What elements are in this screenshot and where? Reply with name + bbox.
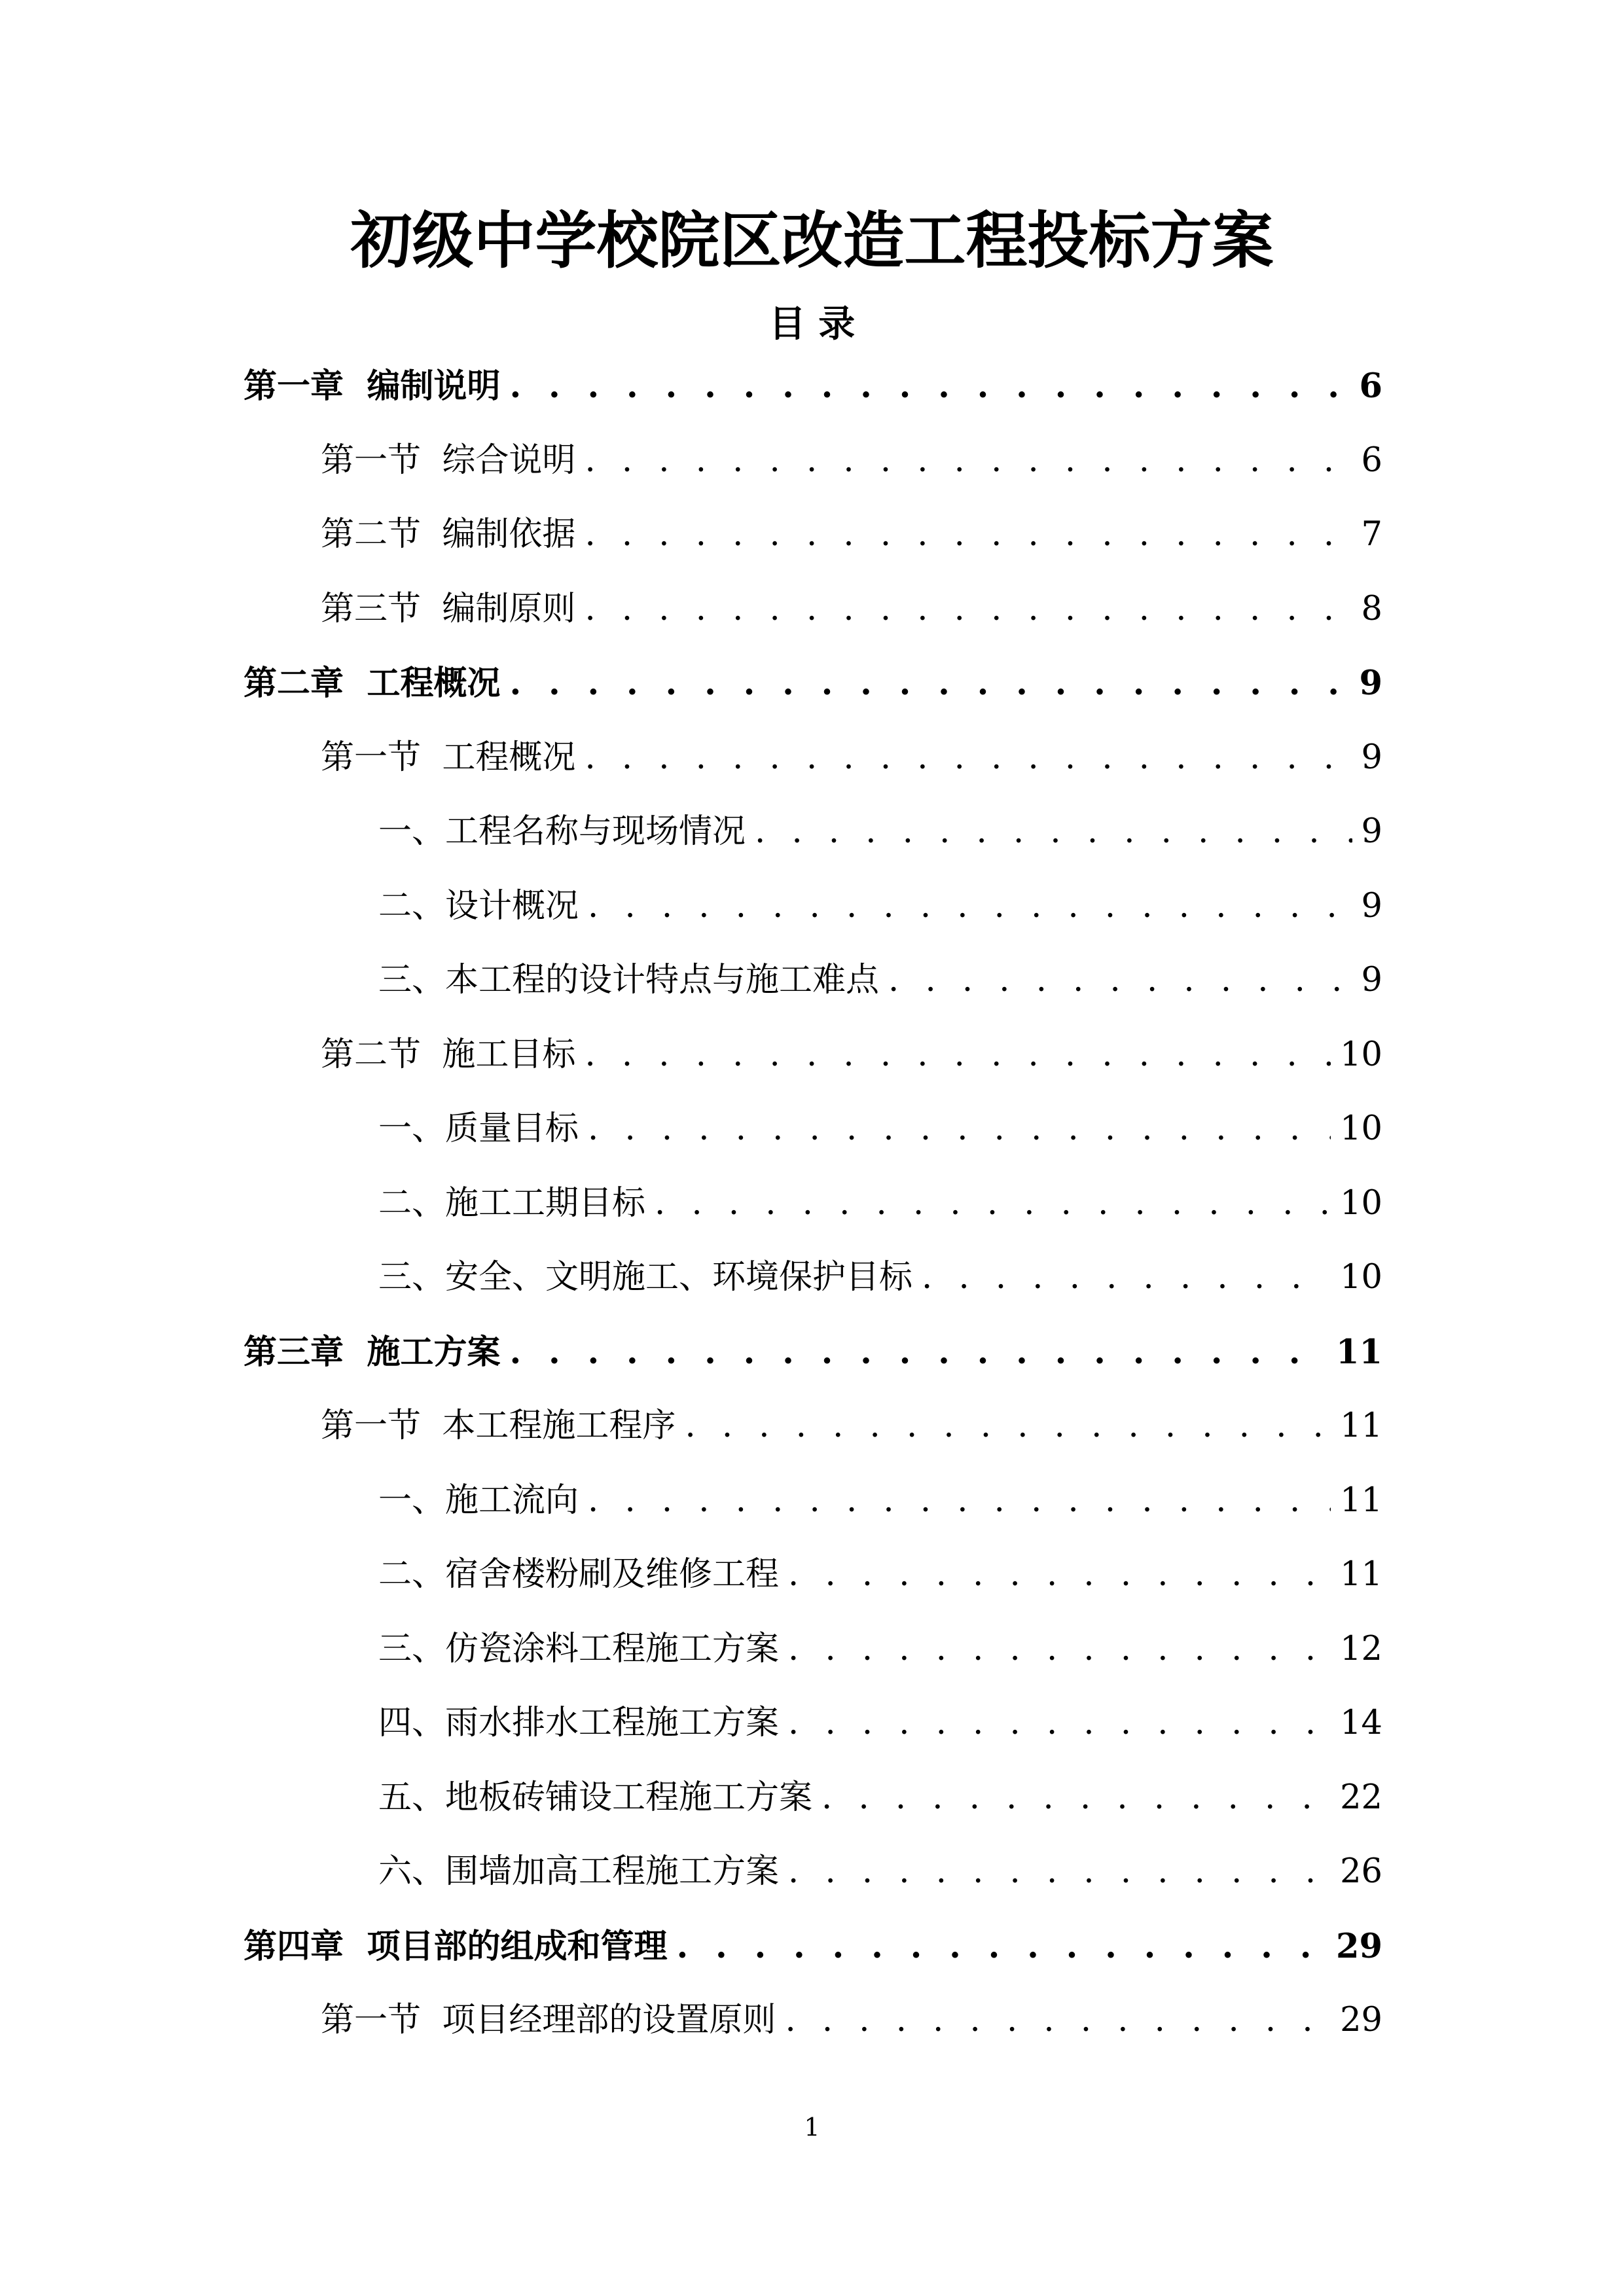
toc-dot-leader: [585, 505, 1352, 564]
toc-dot-leader: [821, 1768, 1331, 1827]
toc-heading: 目 录: [768, 302, 856, 346]
toc-entry-label: 第三节 编制原则: [321, 589, 576, 628]
toc-dot-leader: [588, 1100, 1331, 1158]
toc-dot-leader: [585, 431, 1352, 490]
toc-entry-label: 二、设计概况: [378, 886, 579, 925]
toc-entry[interactable]: [378, 1620, 1382, 1679]
toc-entry-page: 6: [1361, 440, 1382, 480]
toc-entry-page: 14: [1340, 1704, 1382, 1742]
document-title: 初级中学校院区改造工程投标方案: [350, 205, 1274, 277]
toc-entry-label: 第四章 项目部的组成和管理: [244, 1926, 668, 1966]
toc-entry-label: 第一节 本工程施工程序: [321, 1407, 676, 1445]
toc-entry-page: 10: [1340, 1183, 1382, 1223]
toc-dot-leader: [755, 802, 1352, 861]
toc-entry[interactable]: [244, 357, 1382, 416]
toc-entry-page: 10: [1340, 1258, 1382, 1297]
toc-entry[interactable]: [378, 1694, 1382, 1753]
toc-entry-label: 第一节 综合说明: [321, 440, 576, 480]
toc-dot-leader: [888, 951, 1352, 1010]
toc-dot-leader: [922, 1248, 1331, 1307]
toc-entry-label: 三、安全、文明施工、环境保护目标: [378, 1258, 913, 1297]
toc-entry-page: 11: [1340, 1407, 1382, 1445]
toc-entry[interactable]: [378, 951, 1382, 1010]
toc-entry[interactable]: [378, 1545, 1382, 1604]
toc-entry-label: 一、工程名称与现场情况: [378, 812, 746, 851]
toc-entry[interactable]: [244, 1917, 1382, 1976]
toc-entry-page: 9: [1361, 812, 1382, 851]
toc-entry[interactable]: [378, 1248, 1382, 1307]
toc-entry[interactable]: [378, 877, 1382, 936]
toc-entry-label: 第一节 工程概况: [321, 738, 576, 777]
toc-entry[interactable]: [244, 1323, 1382, 1382]
toc-entry-label: 二、施工工期目标: [378, 1183, 646, 1223]
toc-entry-page: 8: [1361, 589, 1382, 628]
toc-entry[interactable]: [321, 505, 1382, 564]
toc-entry-label: 一、施工流向: [378, 1480, 579, 1520]
toc-dot-leader: [585, 580, 1352, 639]
page-number: 1: [804, 2113, 820, 2142]
toc-entry[interactable]: [321, 431, 1382, 490]
toc-entry[interactable]: [321, 580, 1382, 639]
toc-entry-label: 第三章 施工方案: [244, 1332, 501, 1372]
toc-entry-label: 第一节 项目经理部的设置原则: [321, 2001, 776, 2039]
toc-entry-page: 11: [1340, 1480, 1382, 1520]
toc-entry-label: 一、质量目标: [378, 1109, 579, 1148]
toc-entry-page: 10: [1340, 1109, 1382, 1148]
toc-dot-leader: [588, 1471, 1331, 1530]
toc-entry-label: 五、地板砖铺设工程施工方案: [378, 1778, 813, 1817]
toc-entry[interactable]: [378, 1768, 1382, 1827]
toc-entry-page: 9: [1359, 664, 1382, 703]
toc-entry-label: 三、本工程的设计特点与施工难点: [378, 961, 880, 999]
toc-dot-leader: [788, 1694, 1331, 1753]
toc-dot-leader: [677, 1917, 1327, 1976]
toc-entry-page: 29: [1340, 2001, 1382, 2039]
toc-entry[interactable]: [378, 802, 1382, 861]
toc-entry-label: 第二节 施工目标: [321, 1035, 576, 1074]
toc-entry-label: 二、宿舍楼粉刷及维修工程: [378, 1555, 780, 1594]
toc-entry-page: 10: [1340, 1035, 1382, 1074]
toc-entry-page: 12: [1340, 1629, 1382, 1668]
toc-dot-leader: [788, 1620, 1331, 1679]
toc-entry[interactable]: [378, 1842, 1382, 1901]
toc-entry-page: 9: [1361, 738, 1382, 777]
toc-dot-leader: [510, 1323, 1327, 1382]
toc-entry-page: 9: [1361, 886, 1382, 925]
toc-entry[interactable]: [321, 1991, 1382, 2050]
toc-entry-label: 三、仿瓷涂料工程施工方案: [378, 1629, 780, 1668]
toc-dot-leader: [788, 1545, 1331, 1604]
toc-entry[interactable]: [321, 1397, 1382, 1456]
toc-entry-page: 7: [1361, 515, 1382, 554]
toc-entry-page: 29: [1336, 1926, 1382, 1966]
toc-entry-label: 第一章 编制说明: [244, 367, 501, 406]
toc-dot-leader: [510, 357, 1350, 416]
toc-entry-label: 六、围墙加高工程施工方案: [378, 1852, 780, 1891]
toc-dot-leader: [588, 877, 1352, 936]
toc-dot-leader: [510, 654, 1350, 713]
toc-entry-page: 22: [1340, 1778, 1382, 1817]
toc-dot-leader: [585, 728, 1352, 787]
toc-entry[interactable]: [378, 1174, 1382, 1233]
toc-entry[interactable]: [321, 728, 1382, 787]
toc-entry[interactable]: [321, 1026, 1382, 1085]
toc-entry-label: 四、雨水排水工程施工方案: [378, 1704, 780, 1742]
toc-entry-page: 11: [1336, 1332, 1382, 1372]
toc-entry-label: 第二章 工程概况: [244, 664, 501, 703]
toc-dot-leader: [685, 1397, 1331, 1456]
toc-entry-page: 9: [1361, 961, 1382, 999]
toc-entry[interactable]: [244, 654, 1382, 713]
toc-entry-label: 第二节 编制依据: [321, 515, 576, 554]
toc-entry[interactable]: [378, 1100, 1382, 1158]
toc-dot-leader: [785, 1991, 1331, 2050]
toc-dot-leader: [655, 1174, 1331, 1233]
toc-entry-page: 11: [1340, 1555, 1382, 1594]
toc-entry-page: 26: [1340, 1852, 1382, 1891]
toc-entry[interactable]: [378, 1471, 1382, 1530]
toc-entry-page: 6: [1359, 367, 1382, 406]
toc-dot-leader: [788, 1842, 1331, 1901]
toc-dot-leader: [585, 1026, 1331, 1085]
